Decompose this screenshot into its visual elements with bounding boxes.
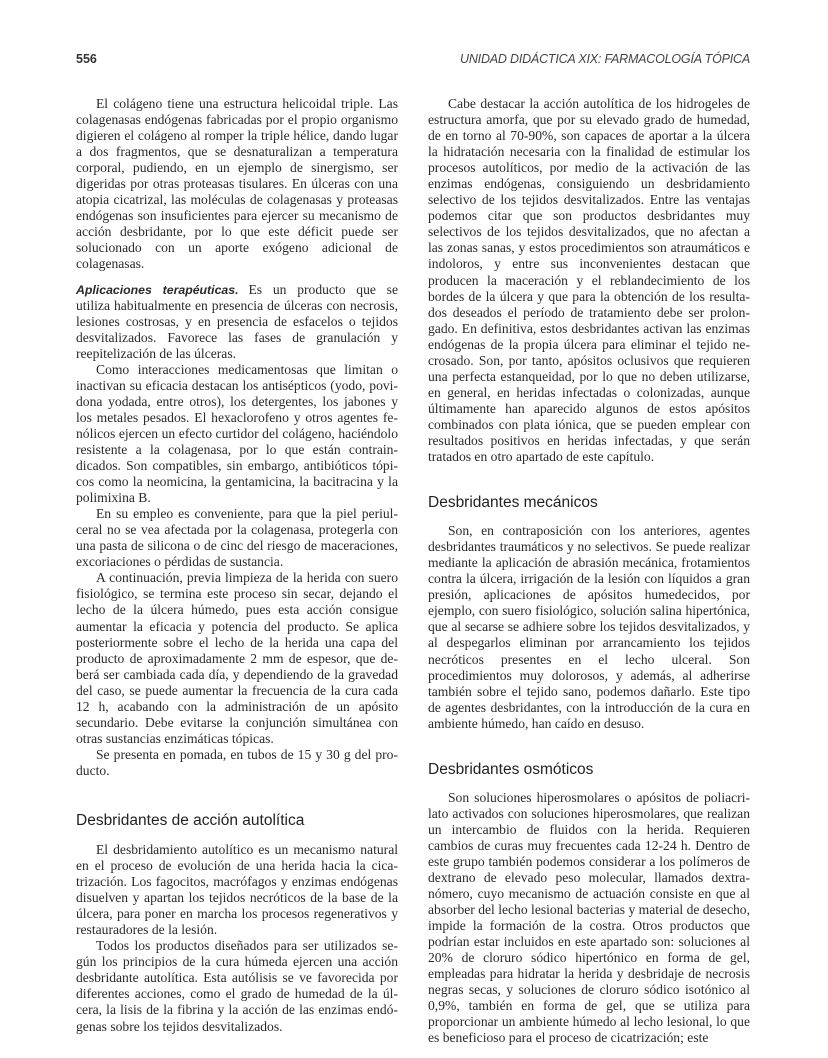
page-number: 556: [76, 52, 97, 66]
spacer: [428, 465, 750, 495]
running-title: UNIDAD DIDÁCTICA XIX: FARMACOLOGÍA TÓPICA: [460, 52, 750, 66]
paragraph: Son soluciones hiperosmolares o apósitos de poliacrilato activados con soluciones hiperosmolares, que realizan un intercambio de fluidos con la herida. Requieren cambios de curas muy frecuentes cada 12-24 h. Dentro de este grupo también podemos considerar a los polímeros de dextrano de elevado peso molecular, llamados dextranómero, cuyo mecanismo de actuación consiste en que al absorber del lecho lesional bacterias y material de desecho, impide la formación de la costra. Otros productos que podrían estar incluidos en este apartado son: soluciones al 20% de cloruro sódico hipertónico en forma de gel, empleadas para hidratar la herida y desbridaje de necrosis negras secas, y soluciones de cloruro sódico isotónico al 0,9%, también en forma de gel, que se utiliza para proporcionar un ambiente húmedo al lecho lesional, lo que es beneficioso para el proceso de cicatrización; este: [428, 789, 750, 1046]
paragraph: En su empleo es conveniente, para que la piel periulceral no se vea afectada por la colagenasa, protegerla con una pasta de silicona o de cinc del riesgo de maceraciones, excoriaciones o pérdidas de sustancia.: [76, 506, 398, 570]
paragraph-aplicaciones: [76, 282, 398, 362]
section-heading-autolitica: Desbridantes de acción autolítica: [76, 811, 305, 829]
section-heading-mecanicos: Desbridantes mecánicos: [428, 494, 598, 512]
paragraph: Se presenta en pomada, en tubos de 15 y 30 g del producto.: [76, 746, 398, 778]
paragraph: Todos los productos diseñados para ser utilizados según los principios de la cura húmeda ejercen una acción desbridante autolítica. Esta autólisis se ve favorecida por diferentes acciones, como el grado de humedad de la úlcera, la lisis de la fibrina y la acción de las enzimas endógenas sobre los tejidos desvitalizados.: [76, 938, 398, 1034]
page-header: [0, 52, 828, 72]
spacer: [76, 273, 398, 282]
paragraph: El desbridamiento autolítico es un mecanismo natural en el proceso de evolución de una herida hacia la cicatrización. Los fagocitos, macrófagos y enzimas endógenas disuelven y apartan los tejidos necróticos de la base de la úlcera, para poner en marcha los procesos regenerativos y restauradores de la lesión.: [76, 842, 398, 938]
spacer: [428, 732, 750, 762]
paragraph: Son, en contraposición con los anteriores, agentes desbridantes traumáticos y no selectivos. Se puede realizar mediante la aplicación de abrasión mecánica, frotamientos contra la úlcera, irrigación de la lesión con líquidos a gran presión, aplicaciones de apósitos humedecidos, por ejemplo, con suero fisiológico, solución salina hipertónica, que al secarse se adhiere sobre los tejidos desvitalizados, y al despegarlos eliminan por arrancamiento los tejidos necróticos presentes en el lecho ulceral. Son procedimientos muy dolorosos, y además, al adherirse también sobre el tejido sano, podemos dañarlo. Este tipo de agentes desbridantes, con la introducción de la cura en ambiente húmedo, han caído en desuso.: [428, 523, 750, 731]
spacer: [76, 779, 398, 813]
paragraph: Cabe destacar la acción autolítica de los hidrogeles de estructura amorfa, que por su elevado grado de humedad, de en torno al 70-90%, son capaces de aportar a la úlcera la hidratación necesaria con la finalidad de estimular los procesos autolíticos, por medio de la activación de las enzimas endógenas, consiguiendo un desbridamiento selectivo de los tejidos desvitalizados. Entre las ventajas podemos citar que son productos desbridantes muy selectivos de los tejidos desvitalizados, que no afectan a las zonas sanas, y estos procedimientos son atraumáticos e indoloros, y entre sus inconvenientes destacan que producen la maceración y el reblandecimiento de los bordes de la úlcera y que para la obtención de los resultados deseados el período de tratamiento debe ser prolongado. En definitiva, estos desbridantes activan las enzimas endógenas de la propia úlcera para eliminar el tejido necrosado. Son, por tanto, apósitos oclusivos que requieren una perfecta estanqueidad, por lo que no deben utilizarse, en general, en heridas infectadas o colonizadas, aunque últimamente han aparecido algunos de estos apósitos combinados con plata iónica, que se pueden emplear con resultados positivos en heridas infectadas, y que serán tratados en otro apartado de este capítulo.: [428, 96, 750, 465]
paragraph: A continuación, previa limpieza de la herida con suero fisiológico, se termina este proceso sin secar, dejando el lecho de la úlcera húmedo, pues esta acción consigue aumentar la eficacia y potencia del producto. Se aplica posteriormente sobre el lecho de la herida una capa del producto de aproximadamente 2 mm de espesor, que deberá ser cambiada cada día, y dependiendo de la gravedad del caso, se puede aumentar la frecuencia de la cura cada 12 h, acabando con la administración de un apósito secundario. Debe evitarse la conjunción simultánea con otras sustancias enzimáticas tópicas.: [76, 570, 398, 746]
spacer: [76, 829, 398, 842]
paragraph-text: Es un producto que se utiliza habitualmente en presencia de úlceras con necrosis, lesiones costrosas, y en presencia de esfacelos o tejidos desvitalizados. Favorece las fases de granulación y reepitelización de las úlceras.: [76, 281, 398, 361]
run-in-heading: Aplicaciones terapéuticas.: [76, 282, 239, 297]
section-heading-osmoticos: Desbridantes osmóticos: [428, 760, 594, 778]
spacer: [428, 511, 750, 523]
left-column: [76, 96, 398, 1035]
right-column: [428, 96, 750, 1047]
paragraph: Como interacciones medicamentosas que limitan o inactivan su eficacia destacan los antisépticos (yodo, povidona yodada, entre otros), los detergentes, los jabones y los metales pesados. El hexaclorofeno y otros agentes fenólicos ejercen un efecto curtidor del colágeno, haciéndolo resistente a la colagenasa, por lo que están contraindicados. Son compatibles, sin embargo, antibióticos tópicos como la neomicina, la gentamicina, la bacitracina y la polimixina B.: [76, 361, 398, 506]
paragraph: El colágeno tiene una estructura helicoidal triple. Las colagenasas endógenas fabricadas por el propio organismo digieren el colágeno al romper la triple hélice, dando lugar a dos fragmentos, que se desnaturalizan a temperatura corporal, pudiendo, en un ejemplo de sinergismo, ser digeridas por otras proteasas tisulares. En úlceras con una atopia cicatrizal, las moléculas de colagenasas y proteasas endógenas son insuficientes para ejercer su mecanismo de acción desbridante, por lo que este déficit puede ser solucionado con un aporte exógeno adicional de colagenasas.: [76, 96, 398, 272]
spacer: [428, 778, 750, 790]
